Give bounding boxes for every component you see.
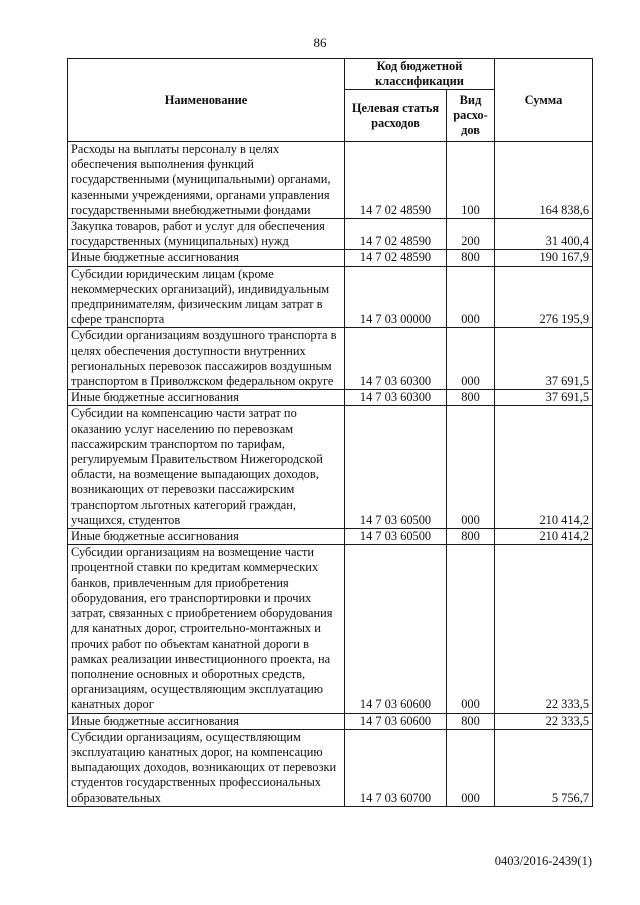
row-name: Субсидии на компенсацию части затрат по оказанию услуг населению по перевозкам пассажирским транспортом по тарифам, регулируемым Правительством Нижегородской области, на возмещение выпадающих доходов, возникающих от перевозки пассажирским транспортом льготных категорий граждан, учащихся, студентов (68, 406, 345, 529)
row-type: 800 (447, 390, 495, 406)
row-sum: 5 756,7 (495, 729, 593, 806)
row-code: 14 7 02 48590 (345, 250, 447, 266)
row-type: 000 (447, 545, 495, 713)
row-name: Субсидии организациям воздушного транспорта в целях обеспечения доступности внутренних региональных перевозок пассажиров воздушным транспортом в Приволжском федеральном округе (68, 328, 345, 390)
row-sum: 276 195,9 (495, 266, 593, 328)
page-number: 86 (313, 35, 327, 50)
row-type: 800 (447, 250, 495, 266)
header-sum: Сумма (495, 59, 593, 142)
row-sum: 164 838,6 (495, 142, 593, 219)
row-type: 200 (447, 219, 495, 250)
header-code-group: Код бюджетной классификации (345, 59, 495, 90)
row-name: Субсидии организациям, осуществляющим эксплуатацию канатных дорог, на компенсацию выпадающих доходов, возникающих от перевозки студентов государственных профессиональных образовательных (68, 729, 345, 806)
row-type: 800 (447, 529, 495, 545)
row-code: 14 7 03 60600 (345, 713, 447, 729)
row-sum: 210 414,2 (495, 406, 593, 529)
table-row (68, 219, 593, 250)
table-row (68, 328, 593, 390)
row-sum: 190 167,9 (495, 250, 593, 266)
row-code: 14 7 03 60300 (345, 328, 447, 390)
table-body (68, 142, 593, 807)
row-type: 100 (447, 142, 495, 219)
row-type: 000 (447, 729, 495, 806)
row-code: 14 7 03 60600 (345, 545, 447, 713)
table-row (68, 266, 593, 328)
row-code: 14 7 02 48590 (345, 142, 447, 219)
row-name: Субсидии организациям на возмещение части процентной ставки по кредитам коммерческих банков, привлеченным для приобретения оборудования, его транспортировки и прочих затрат, связанных с приобретением оборудования для канатных дорог, строительно-монтажных и прочих работ по объектам канатной дороги в рамках реализации инвестиционного проекта, на пополнение основных и оборотных средств, организациям, осуществляющим эксплуатацию канатных дорог (68, 545, 345, 713)
row-sum: 37 691,5 (495, 328, 593, 390)
header-expense-type: Вид расхо-дов (447, 90, 495, 142)
row-sum: 37 691,5 (495, 390, 593, 406)
row-name: Закупка товаров, работ и услуг для обеспечения государственных (муниципальных) нужд (68, 219, 345, 250)
document-code: 0403/2016-2439(1) (494, 854, 592, 868)
table-row (68, 142, 593, 219)
row-type: 000 (447, 328, 495, 390)
row-sum: 22 333,5 (495, 545, 593, 713)
table-row (68, 250, 593, 266)
row-code: 14 7 03 60700 (345, 729, 447, 806)
row-name: Иные бюджетные ассигнования (68, 529, 345, 545)
row-code: 14 7 03 60300 (345, 390, 447, 406)
row-code: 14 7 03 60500 (345, 529, 447, 545)
budget-table (67, 58, 593, 807)
table-header (68, 59, 593, 142)
row-code: 14 7 02 48590 (345, 219, 447, 250)
row-sum: 210 414,2 (495, 529, 593, 545)
table-row (68, 729, 593, 806)
row-code: 14 7 03 60500 (345, 406, 447, 529)
row-name: Субсидии юридическим лицам (кроме некоммерческих организаций), индивидуальным предпринимателям, физическим лицам затрат в сфере транспорта (68, 266, 345, 328)
table-row (68, 713, 593, 729)
row-name: Расходы на выплаты персоналу в целях обеспечения выполнения функций государственными (муниципальными) органами, казенными учреждениями, органами управления государственными внебюджетными фондами (68, 142, 345, 219)
table-row (68, 529, 593, 545)
table-row (68, 390, 593, 406)
header-name: Наименование (68, 59, 345, 142)
row-code: 14 7 03 00000 (345, 266, 447, 328)
row-type: 000 (447, 266, 495, 328)
header-target-item: Целевая статья расходов (345, 90, 447, 142)
row-type: 000 (447, 406, 495, 529)
table-row (68, 406, 593, 529)
table-row (68, 545, 593, 713)
row-name: Иные бюджетные ассигнования (68, 713, 345, 729)
row-sum: 22 333,5 (495, 713, 593, 729)
row-name: Иные бюджетные ассигнования (68, 390, 345, 406)
row-sum: 31 400,4 (495, 219, 593, 250)
row-name: Иные бюджетные ассигнования (68, 250, 345, 266)
row-type: 800 (447, 713, 495, 729)
